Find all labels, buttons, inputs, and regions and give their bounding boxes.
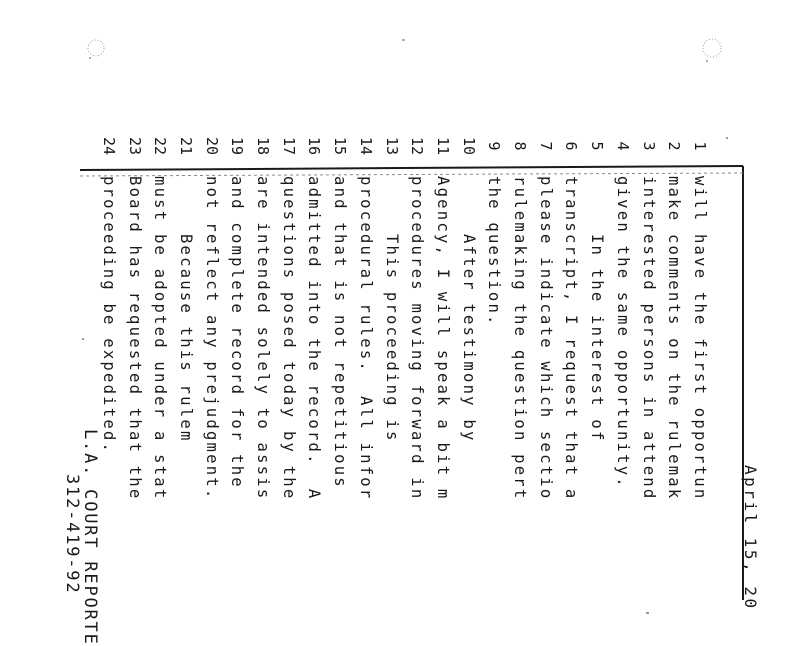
line-number: 4 [613, 141, 632, 151]
line-number: 6 [562, 141, 581, 151]
transcript-line: are intended solely to assis [254, 176, 273, 501]
line-number: 12 [408, 136, 427, 156]
line-number: 21 [177, 136, 195, 156]
line-number: 18 [254, 136, 273, 156]
line-number: 11 [434, 136, 452, 156]
transcript-line: After testimony by [459, 176, 478, 443]
transcript-line: the question. [485, 176, 504, 327]
line-number: 19 [228, 136, 247, 156]
transcript-line: In the interest of [588, 176, 607, 443]
line-number: 24 [99, 136, 118, 156]
line-number: 17 [279, 136, 298, 156]
line-number: 2 [665, 141, 684, 151]
transcript-line: must be adopted under a stat [151, 176, 170, 501]
line-number: 13 [382, 136, 401, 156]
transcript-line: please indicate which sectio [536, 176, 555, 501]
transcript-line: interested persons in attend [639, 176, 658, 501]
transcript-line: This proceeding is [382, 176, 401, 443]
transcript-line: will have the first opportun [691, 176, 709, 501]
line-number: 7 [536, 141, 555, 151]
line-number: 14 [356, 136, 375, 156]
transcript-line: given the same opportunity. [613, 176, 632, 489]
line-number: 16 [305, 136, 324, 156]
transcript-line: make comments on the rulemak [665, 176, 684, 501]
reporter-phone: 312-419-92 [62, 474, 82, 595]
transcript-line: proceeding be expedited. [99, 176, 118, 455]
line-number: 5 [588, 141, 607, 151]
transcript-line: Board has requested that the [125, 176, 144, 501]
line-number: 15 [331, 136, 350, 156]
transcript-line: Because this rulem [177, 176, 195, 443]
transcript-line: procedures moving forward in [408, 176, 427, 501]
line-number: 10 [459, 136, 478, 156]
transcript-line: admitted into the record. A [305, 176, 324, 501]
reporter-name: L.A. COURT REPORTE [80, 429, 100, 646]
line-number: 1 [691, 141, 709, 151]
line-number: 9 [485, 141, 504, 151]
line-number: 22 [151, 136, 170, 156]
transcript-line: Agency, I will speak a bit m [434, 176, 452, 501]
page-date: April 15, 20 [741, 465, 760, 611]
transcript-line: and that is not repetitious [331, 176, 350, 489]
line-number: 23 [125, 136, 144, 156]
transcript-line: rulemaking the question pert [511, 176, 530, 501]
transcript-line: and complete record for the [228, 176, 247, 489]
line-number: 3 [639, 141, 658, 151]
line-number: 8 [511, 141, 530, 151]
line-number: 20 [202, 136, 221, 156]
transcript-line: not reflect any prejudgment. [202, 176, 221, 501]
transcript-line: procedural rules. All infor [356, 176, 375, 501]
transcript-line: questions posed today by the [279, 176, 298, 501]
transcript-line: transcript, I request that a [562, 176, 581, 501]
